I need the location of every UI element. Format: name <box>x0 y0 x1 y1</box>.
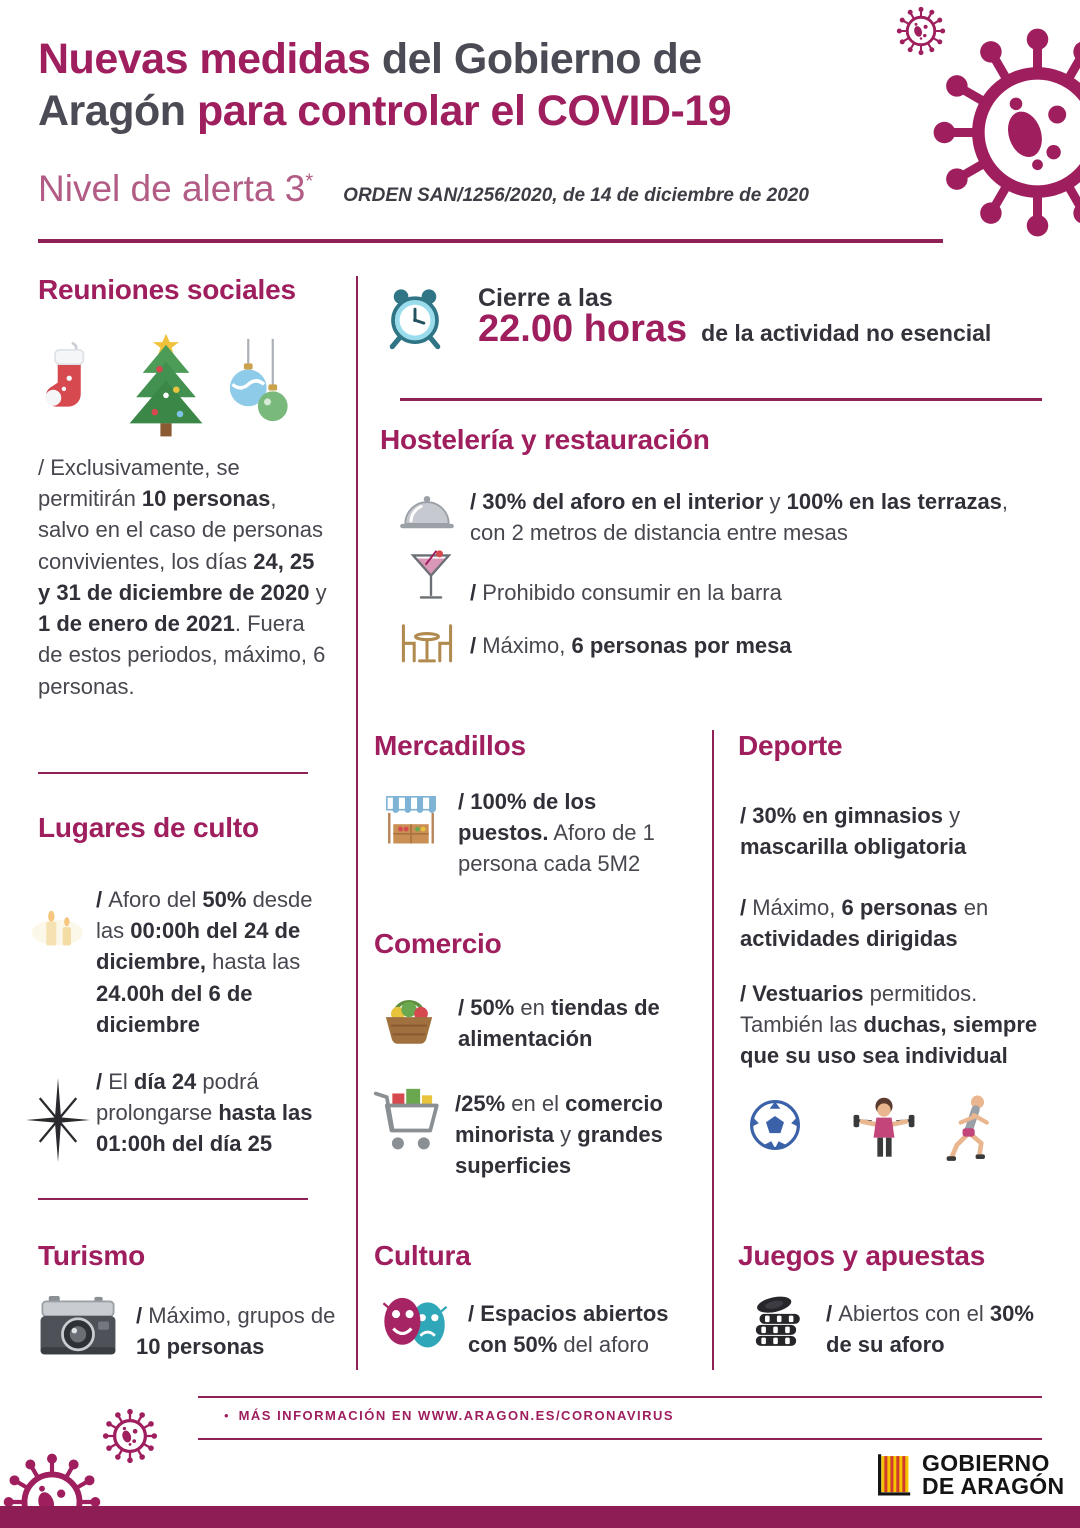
coronavirus-icon <box>102 1408 158 1464</box>
bullet-icon: • <box>224 1408 229 1423</box>
logo-line2: DE ARAGÓN <box>922 1473 1065 1499</box>
footer-info-url: WWW.ARAGON.ES/CORONAVIRUS <box>418 1408 675 1423</box>
hosteleria-item-text: / Prohibido consumir en la barra <box>470 580 782 605</box>
closure-line2 <box>478 308 991 351</box>
section-heading-comercio: Comercio <box>374 928 502 959</box>
cultura-text: / Espacios abiertos con 50% del aforo <box>468 1301 669 1358</box>
coronavirus-icon <box>930 25 1080 240</box>
market-stall-icon <box>382 792 440 858</box>
baubles-icon <box>222 334 292 440</box>
section-divider <box>38 1198 308 1200</box>
bottom-bar <box>0 1506 1080 1528</box>
runner-icon <box>942 1092 998 1170</box>
comercio-item-text: /25% en el comercio minorista y grandes superficies <box>455 1091 663 1179</box>
weightlifter-icon <box>850 1092 918 1170</box>
alert-row <box>38 168 809 210</box>
footer-info <box>224 1408 674 1423</box>
closure-time: 22.00 horas <box>478 308 688 350</box>
aragon-flag-icon <box>876 1452 912 1498</box>
page-title-line2: Aragón para controlar el COVID-19 <box>38 86 732 135</box>
comercio-item-text: / 50% en tiendas de alimentación <box>458 995 660 1052</box>
soccer-ball-icon <box>748 1098 802 1152</box>
page-title <box>38 34 731 137</box>
section-heading-reuniones: Reuniones sociales <box>38 274 296 305</box>
camera-icon <box>36 1292 120 1362</box>
footer-divider <box>198 1396 1042 1398</box>
closure-line1: Cierre a las <box>478 284 613 312</box>
hosteleria-item-text: / Máximo, 6 personas por mesa <box>470 633 792 658</box>
closure-scope: de la actividad no esencial <box>701 320 992 346</box>
section-heading-mercadillos: Mercadillos <box>374 730 526 761</box>
footer-divider <box>198 1438 1042 1440</box>
section-heading-juegos: Juegos y apuestas <box>738 1240 986 1271</box>
deporte-item-text: / Máximo, 6 personas en actividades dirigidas <box>740 895 989 952</box>
order-reference: ORDEN SAN/1256/2020, de 14 de diciembre de 2020 <box>343 185 809 206</box>
christmas-stocking-icon <box>40 336 102 440</box>
alert-level <box>38 168 313 210</box>
section-heading-cultura: Cultura <box>374 1240 471 1271</box>
section-heading-hosteleria: Hostelería y restauración <box>380 424 710 455</box>
column-divider <box>712 730 714 1370</box>
section-divider <box>400 398 1042 401</box>
cloche-icon <box>398 490 456 536</box>
header-divider <box>38 239 943 243</box>
lugares-item-text: / Aforo del 50% desde las 00:00h del 24 de diciembre, hasta las 24.00h del 6 de diciembre <box>96 887 313 1037</box>
footer-info-prefix: MÁS INFORMACIÓN EN <box>238 1408 419 1423</box>
christmas-tree-icon <box>122 330 210 442</box>
turismo-text: / Máximo, grupos de 10 personas <box>136 1303 336 1360</box>
alert-level-text: Nivel de alerta 3 <box>38 168 306 209</box>
logo-text <box>922 1452 1064 1497</box>
mercadillos-text: / 100% de los puestos. Aforo de 1 persona cada 5M2 <box>458 789 655 877</box>
deporte-item-text: / 30% en gimnasios y mascarilla obligatoria <box>740 803 967 860</box>
shopping-cart-icon <box>372 1082 446 1166</box>
alarm-clock-icon <box>382 280 448 356</box>
section-divider <box>38 772 308 774</box>
page-title-line1: Nuevas medidas del Gobierno de <box>38 35 702 83</box>
grocery-basket-icon <box>378 988 440 1048</box>
section-heading-lugares: Lugares de culto <box>38 812 259 843</box>
deporte-item-text: / Vestuarios permitidos. También las duchas, siempre que su uso sea individual <box>740 981 1038 1069</box>
theater-masks-icon <box>378 1292 452 1356</box>
logo-line1: GOBIERNO <box>922 1450 1050 1477</box>
cocktail-icon <box>410 545 452 611</box>
candle-icon <box>28 905 92 953</box>
star-icon <box>26 1078 90 1162</box>
gobierno-aragon-logo <box>876 1452 1064 1498</box>
hosteleria-item-text: / 30% del aforo en el interior y 100% en las terrazas, con 2 metros de distancia entre mesas <box>470 489 1009 546</box>
reuniones-text: / Exclusivamente, se permitirán 10 personas, salvo en el caso de personas convivientes, los días 24, 25 y 31 de diciembre de 2020 y 1 de enero de 2021. Fuera de estos periodos, máximo, 6 personas. <box>38 455 327 699</box>
poker-chips-icon <box>748 1290 804 1356</box>
column-divider <box>356 276 358 1370</box>
section-heading-turismo: Turismo <box>38 1240 145 1271</box>
juegos-text: / Abiertos con el 30% de su aforo <box>826 1301 1034 1358</box>
section-heading-deporte: Deporte <box>738 730 843 761</box>
alert-asterisk: * <box>305 170 314 193</box>
lugares-item-text: / El día 24 podrá prolongarse hasta las 01:00h del día 25 <box>96 1069 313 1157</box>
table-chairs-icon <box>396 620 458 668</box>
